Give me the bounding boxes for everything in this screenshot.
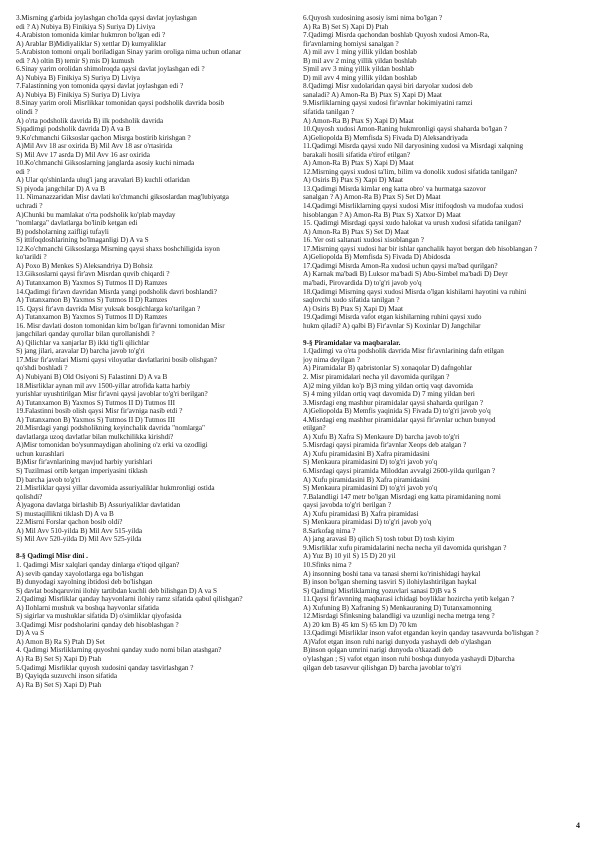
left-text-line: 2.Qadimgi Misrliklar qanday hayvonlarni ilohiy ramz sifatida qabul qilishgan? (16, 595, 243, 604)
right-text-line: 14.Qadimgi Misrliklarning qaysi xudosi Misr ittifoqdosh va mudofaa xudosi (303, 202, 524, 211)
left-text-line: A) Nubiya B) Finikiya S) Suriya D) Liviya (16, 73, 140, 82)
left-text-line: 11. Nimanazzaridan Misr davlati ko'chmanchi giksoslardan mag'lubiyatga (16, 193, 229, 202)
left-text-line: D) barcha javob to'g'ri (16, 475, 81, 484)
right-text-line: barakali hosili sifatida e'tirof etilgan? (303, 150, 411, 159)
left-text-line: A) Mil Avv 510-yilda B) Mil Avv 515-yilda (16, 526, 143, 535)
left-text-line: 3.Misrning g'arbida joylashgan cho'lda qaysi davlat joylashgan (16, 14, 197, 22)
left-text-line: davlatlarga uzoq davlatlar bilan mulkchilikka kirishdi? (16, 432, 174, 441)
left-text-line: A)yagona davlatga birlashib B) Assuriyaliklar davlatidan (16, 501, 181, 510)
right-text-line: sanaladi? A) Amon-Ra B) Ptax S) Xapi D) Maat (303, 90, 442, 99)
left-text-line: 8.Sinay yarim oroli Misrlikkar tomonidan qaysi podsholik davrida bosib (16, 99, 225, 108)
right-text-line: hukm qiladi? A) qalbi B) Fir'avnlar S) Koxinlar D) Jangchilar (303, 321, 481, 330)
right-text-line: A)Vafot etgan inson ruhi narigi dunyoda yashaydi deb o'ylashgan (303, 637, 492, 646)
left-text-line: A) Tutanxamon B) Yaxmos S) Tutmos II D) Tutmos III (16, 415, 175, 424)
left-text-line: 13.Giksoslarni qaysi fir'avn Misrdan quvib chiqardi ? (16, 270, 170, 279)
left-text-line: 9.Ko'chmanchi Giksoslar qachon Misrga bostirib kirishgan ? (16, 133, 191, 142)
right-text-line: A)Geliopolda B) Memfisda S) Fivada D) Abidosda (303, 253, 451, 262)
left-text-line: S) Tuzilmasi ortib ketgan imperiyasini tiklash (16, 466, 148, 475)
section-heading: 9-§ Piramidalar va maqbaralar. (303, 338, 401, 347)
left-text-line: A) sevib qanday xayolotlarga ega bo'lishgan (16, 569, 144, 578)
left-text-line: S)qadimgi podsholik davrida D) A va B (16, 125, 131, 134)
left-text-line: 3.Qadimgi Misr podsholarini qanday deb hisoblashgan ? (16, 620, 179, 629)
left-text-line: edi ? A) oltin B) temir S) mis D) kumush (16, 56, 134, 65)
right-text-line: sifatida tanilgan ? (303, 108, 355, 117)
left-text-line: 14.Qadimgi fir'avn davridan Misrda yangi podsholik davri boshlandi? (16, 287, 217, 296)
right-text-line: 6.Quyosh xudosining asosiy ismi nima bo'lgan ? (303, 14, 443, 22)
left-text-line: A) Tutanxamon B) Yaxmos S) Tutmos II D) Ramzes (16, 278, 168, 287)
left-text-line: S) jang jilari, aravalar D) barcha javob to'g'ri (16, 347, 145, 356)
right-text-line: 13.Qadimgi Misrda kimlar eng katta obro' va hurmatga sazovor (303, 184, 486, 193)
right-text-line: A) Amon-Ra B) Ptax S) Set D) Maat (303, 227, 410, 236)
left-text-line: 12.Ko'chmanchi Giksoslarga Misrning qaysi shaxs boshchiligida isyon (16, 244, 220, 253)
right-text-line: 15. Qadimgi Misrdagi qaysi xudo halokat va urush xudosi sifatida tanilgan? (303, 219, 522, 228)
right-text-line: D) mil avv 4 ming yillik yildan boshlab (303, 73, 417, 82)
right-text-line: 12.Misrning qaysi xudosi ta'lim, bilim va donolik xudosi sifatida tanilgan? (303, 167, 518, 176)
right-text-line: 5.Misrdagi qaysi piramida fir'avnlar Xeops deb atalgan ? (303, 441, 467, 450)
left-text-line: 19.Falastinni bosib olish qaysi Misr fir'avniga nasib etdi ? (16, 407, 183, 416)
left-text-line: A) Nubiyani B) Old Osiyoni S) Falastinni D) A va B (16, 372, 168, 381)
left-text-line: "nomlarga" davlatlarga bo'linib ketgan edi (16, 219, 138, 228)
left-text-line: S) Mil Avv 520-yilda D) Mil Avv 525-yilda (16, 535, 142, 544)
left-text-line: S) sigirlar va mushuklar sifatida D) o'simliklar qiyofasida (16, 612, 182, 621)
left-text-line: edi ? (16, 167, 30, 176)
left-text-line: 1. Qadimgi Misr xalqlari qanday dinlarga e'tiqod qilgan? (16, 561, 180, 569)
left-text-line: uchun kurashlari (16, 449, 65, 458)
left-text-line: B) dunyodagi xayolning ibtidosi deb bo'lishgan (16, 578, 153, 587)
right-text-line: A) Karnak ma'badi B) Luksor ma'badi S) Abu-Simbel ma'badi D) Deyr (303, 270, 508, 279)
left-text-line: uchradi ? (16, 202, 43, 211)
right-text-line: 17.Misrning qaysi xudosi har bir ishlar qanchalik hayot bergan deb hisoblangan ? (303, 244, 538, 253)
left-text-line: 17.Misr fir'avnlari Misrni qaysi viloyatlar davlatlarini bosib olishgan? (16, 355, 217, 364)
left-text-line: S) piyoda jangchilar D) A va B (16, 184, 106, 193)
left-text-line: yurishlar uyushtirilgan Misr fir'avni qaysi javoblar to'g'ri berilgan? (16, 390, 208, 399)
left-text-line: S) Mil Avv 17 asrda D) Mil Avv 16 asr oxirida (16, 150, 150, 159)
right-text-line: A) jang aravasi B) qilich S) tosh tobut D) tosh kiyim (303, 535, 455, 544)
right-text-line: 11.Qaysi fir'avnning maqbarasi ichidagi boyliklar hozircha yetib kelgan ? (303, 595, 515, 604)
left-text-line: jangchilari qanday qurollar bilan qurollanishdi ? (16, 330, 155, 339)
right-text-line: 7.Qadimgi Misrda qachondan boshlab Quyosh xudosi Amon-Ra, (303, 31, 490, 40)
right-text-line: 12.Misrdagi Sfinksning balandligi va uzunligi necha metrga teng ? (303, 612, 495, 621)
left-text-line: A) Ra B) Set S) Xapi D) Ptah (16, 655, 102, 664)
right-text-line: fir'avnlarning homiysi sanalgan ? (303, 39, 399, 48)
right-text-line: B) inson bo'lgan sherning tasviri S) ilohiylashtirilgan haykal (303, 578, 477, 587)
left-text-line: 10.Ko'chmanchi Giksoslarning janglarda asosiy kuchi nimada (16, 159, 195, 168)
left-text-line: A) Arablar B)Midiyaliklar S) xettlar D) kumyaliklar (16, 39, 167, 48)
left-text-line: A) Poxo B) Menkes S) Aleksandriya D) Bohsiz (16, 261, 153, 270)
left-text-line: A) Tutanxamon B) Yaxmos S) Tutmos II D) Ramzes (16, 296, 168, 305)
left-text-line: B)Misr fir'avnlarining mavjud harbiy yurishlari (16, 458, 153, 467)
left-text-line: A) Nubiya B) Finikiya S) Suriya D) Liviya (16, 90, 140, 99)
page-number: 4 (576, 821, 580, 830)
left-text-line: 20.Misrdagi yangi podsholikning keyinchalik davrida "nomlarga" (16, 424, 205, 433)
left-text-line: 5.Qadimgi Misrliklar quyosh xudosini qanday tasvirlashgan ? (16, 663, 194, 672)
right-text-line: A) Amon-Ra B) Ptax S) Xapi D) Maat (303, 159, 414, 168)
right-text-line: S) 4 ming yildan ortiq vaqt davomida D) 7 ming yildan beri (303, 390, 475, 399)
right-text-line: 10.Quyosh xudosi Amon-Raning hukmronligi qaysi shaharda bo'lgan ? (303, 125, 508, 134)
left-text-line: A) Tutanxamon B) Yaxmos S) Tutmos II D) Ramzes (16, 313, 168, 322)
left-text-line: B) podsholarning zaifligi tufayli (16, 227, 109, 236)
right-text-line: A) mil avv 1 ming yillik yildan boshlab (303, 48, 417, 57)
right-text-line: 6.Misrdagi qaysi piramida Miloddan avvalgi 2600-yilda qurilgan ? (303, 466, 496, 475)
left-text-line: A)Mil Avv 18 asr oxirida B) Mil Avv 18 asr o'rtasirida (16, 142, 173, 151)
right-text-line: A)Geliopolda B) Memfisda S) Fivada D) Aleksandriyada (303, 133, 468, 142)
spacer (303, 330, 585, 339)
right-text-line: 11.Qadimgi Misrda qaysi xudo Nil daryosining xudosi va Misrdagi xalqning (303, 142, 524, 151)
left-text-line: 15. Qaysi fir'avn davrida Misr yuksak bosqichlarga ko'tarilgan ? (16, 304, 201, 313)
right-text-line: 17.Qadimgi Misrda Amon-Ra xudosi uchun qaysi ma'bad qurilgan? (303, 261, 498, 270)
left-text-line: D) A va S (16, 629, 45, 638)
left-text-line: 22.Misrni Forslar qachon bosib oldi? (16, 518, 123, 527)
right-text-line: ma'badi, Pirovardida D) to'g'ri javob yo'q (303, 278, 422, 287)
right-text-line: joy nima deyilgan ? (303, 355, 360, 364)
right-text-line: etilgan? (303, 424, 326, 433)
left-text-line: A) Ilohlarni mushuk va boshqa hayvonlar sifatida (16, 603, 159, 612)
right-text-line: A) Amon-Ra B) Ptax S) Xapi D) Maat (303, 116, 414, 125)
left-text-line: 4.Arabiston tomonida kimlar hukmron bo'lgan edi ? (16, 31, 166, 40)
left-text-line: edi ? A) Nubiya B) Finikiya S) Suriya D) Liviya (16, 22, 156, 31)
left-text-line: B) Qayiqda suzuvchi inson sifatida (16, 672, 118, 681)
right-text-line: B) mil avv 2 ming yillik yildan boshlab (303, 56, 417, 65)
left-text-line: 16. Misr davlati doston tomonidan kim bo'lgan fir'avnni tomonidan Misr (16, 321, 225, 330)
right-text-line: S) Menkaura piramidasi D) to'g'ri javob yo'q (303, 518, 432, 527)
right-text-line: S) Menkaura piramidasini D) to'g'ri javob yo'q (303, 484, 438, 493)
right-text-line: A) Xufu piramidasini B) Xafra piramidasini (303, 449, 430, 458)
left-text-line: S) ittifoqdoshlarining bo'lmaganligi D) A va S (16, 236, 149, 245)
right-text-line: A) Yuz B) 10 yil S) 15 D) 20 yil (303, 552, 396, 561)
right-text-line: A) Xufu piramidasini B) Xafra piramidasini (303, 475, 430, 484)
left-text-line: S) davlat boshqaruvini ilohiy tartibdan kuchli deb bilishgan D) A va S (16, 586, 218, 595)
spacer (16, 544, 298, 553)
left-text-line: A) Qilichlar va xanjarlar B) ikki tig'li qilichlar (16, 338, 150, 347)
left-text-line: A) Amon B) Ra S) Ptah D) Set (16, 637, 105, 646)
left-text-line: qo'shdi boshladi ? (16, 364, 68, 373)
left-text-line: ko'tarildi ? (16, 253, 47, 262)
right-text-line: A)Geliopolda B) Memfis yaqinida S) Fivada D) to'g'ri javob yo'q (303, 407, 491, 416)
right-text-line: 9.Misrliklar xufu piramidalarini necha necha yil davomida qurishgan ? (303, 543, 507, 552)
right-text-line: 8.Qadimgi Misr xudolaridan qaysi biri daryolar xudosi deb (303, 82, 473, 91)
right-text-line: qilgan deb tasavvur qilishgan D) barcha javoblar to'g'ri (303, 663, 462, 672)
right-text-line: A) 20 km B) 45 km S) 65 km D) 70 km (303, 620, 417, 629)
right-text-line: S) Qadimgi Misrliklarning yozuvlari sanasi D)B va S (303, 586, 457, 595)
right-text-line: S)mil avv 3 ming yillik yildan boshlab (303, 65, 415, 74)
right-text-line: 16. Yer osti saltanati xudosi xisoblangan ? (303, 236, 424, 245)
right-text-line: 7.Balandligi 147 metr bo'lgan Misrdagi eng katta piramidaning nomi (303, 492, 501, 501)
right-text-line: A) Xufuning B) Xafraning S) Menkauraning D) Tutanxamonning (303, 603, 492, 612)
right-text-line: 18.Qadimgi Misrning qaysi xudosi Misrda o'lgan kishilarni hayotini va ruhini (303, 287, 527, 296)
right-text-line: B)inson qolgan umrini narigi dunyoda o'tkazadi deb (303, 646, 453, 655)
right-text-line: A) insonning boshi tana va tanasi sherni ko'rinishidagi haykal (303, 569, 481, 578)
right-text-line: 2. Misr piramidalari necha yil davomida qurilgan ? (303, 372, 450, 381)
left-text-line: qolishdi? (16, 492, 43, 501)
right-text-line: S) Menkaura piramidasini D) to'g'ri javob yo'q (303, 458, 438, 467)
left-text-line: 5.Arabiston tomoni orqali boriladigan Sinay yarim oroliga nima uchun otlanar (16, 48, 242, 57)
left-text-line: S) mustaqillikni tiklash D) A va B (16, 509, 114, 518)
left-text-line: A) o'rta podsholik davrida B) ilk podsholik davrida (16, 116, 164, 125)
right-text-line: qaysi javobda to'g'ri berilgan ? (303, 501, 392, 510)
right-text-line: 13.Qadimgi Misrliklar inson vafot etgandan keyin qanday tasavvurda bo'lishgan ? (303, 629, 539, 638)
left-text-line: A) Ra B) Set S) Xapi D) Ptah (16, 680, 102, 689)
right-text-line: A) Piramidalar B) qabristonlar S) xonaqolar D) dafngohlar (303, 364, 473, 373)
right-text-line: 3.Misrdagi eng mashhur piramidalar qaysi shaharda qurilgan ? (303, 398, 484, 407)
right-text-line: 9.Misrliklarning qaysi xudosi fir'avnlar hokimiyatini ramzi (303, 99, 473, 108)
right-text-line: 10.Sfinks nima ? (303, 561, 352, 569)
right-text-line: 8.Sarkofag nima ? (303, 526, 356, 535)
right-text-line: 19.Qadimgi Misrda vafot etgan kishilarning ruhini qaysi xudo (303, 313, 482, 322)
right-text-line: A) Osiris B) Ptax S) Xapi D) Maat (303, 176, 404, 185)
left-text-line: 6.Sinay yarim orolidan shimolroqda qaysi davlat joylashgan edi ? (16, 65, 205, 74)
left-text-line: olindi ? (16, 108, 38, 117)
right-text-line: sanalgan ? A) Amon-Ra B) Ptax S) Set D) Maat (303, 193, 441, 202)
left-text-line: 7.Falastinning yon tomonida qaysi davlat joylashgan edi ? (16, 82, 184, 91)
right-text-line: A) Xufu piramidasi B) Xafra piramidasi (303, 509, 419, 518)
right-text-line: A) Xufu B) Xafra S) Menkaure D) barcha javob to'g'ri (303, 432, 460, 441)
left-text-line: A)Misr tomonidan bo'ysunmaydigan aholining o'z erki va ozodligi (16, 441, 208, 450)
left-text-line: A)Chunki bu mamlakat o'rta podsholik ko'plab mayday (16, 210, 176, 219)
left-text-line: 4. Qadimgi Misrliklarning quyoshni qanday xudo nomi bilan atashgan? (16, 646, 222, 655)
right-text-line: saqlovchi xudo sifatida tanilgan ? (303, 296, 400, 305)
left-text-line: 18.Misrliklar aynan mil avv 1500-yillar atrofida katta harbiy (16, 381, 191, 390)
right-text-line: A)2 ming yildan ko'p B)3 ming yildan ortiq vaqt davomida (303, 381, 473, 390)
right-text-line: A) Osiris B) Ptax S) Xapi D) Maat (303, 304, 404, 313)
left-text-line: A) Ular qo'shinlarda ulug'i jang aravalari B) kuchli otlaridan (16, 176, 190, 185)
right-text-line: hisoblangan ? A) Amon-Ra B) Ptax S) Xatxor D) Maat (303, 210, 461, 219)
section-heading: 8-§ Qadimgi Misr dini . (16, 552, 88, 561)
left-text-line: 21.Misrliklar qaysi yillar davomida assuriyaliklar hukmronligi ostida (16, 484, 215, 493)
right-text-line: 4.Misrdagi eng mashhur piramidalar qaysi fir'avnlar uchun bunyod (303, 415, 496, 424)
right-text-line: o'ylashgan ; S) vafot etgan inson ruhi boshqa dunyoda yashaydi D)barcha (303, 655, 515, 664)
left-text-line: A) Tutanxamon B) Yaxmos S) Tutmos II D) Tutmos III (16, 398, 175, 407)
left-column (16, 14, 298, 689)
right-column (303, 14, 585, 672)
right-text-line: A) Ra B) Set S) Xapi D) Ptah (303, 22, 389, 31)
right-text-line: 1.Qadimgi va o'rta podsholik davrida Misr fir'avnlarining dafn etilgan (303, 347, 504, 356)
